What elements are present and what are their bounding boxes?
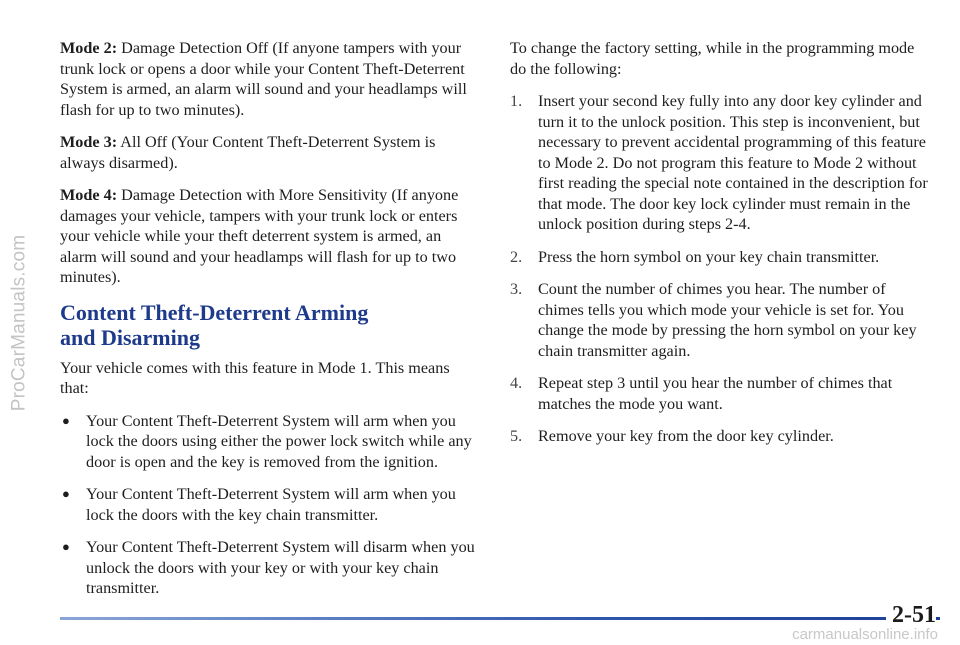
bullet-list xyxy=(60,411,480,599)
step-text: Remove your key from the door key cylinder. xyxy=(538,427,834,445)
step-text: Repeat step 3 until you hear the number of chimes that matches the mode you want. xyxy=(538,374,893,413)
footer-divider xyxy=(60,617,940,620)
mode-2-paragraph xyxy=(60,38,480,120)
step-text: Count the number of chimes you hear. The number of chimes tells you which mode your vehicle is set for. You change the mode by pressing the horn symbol on your key chain transmitter again. xyxy=(538,280,917,360)
mode-4-paragraph xyxy=(60,185,480,288)
list-item xyxy=(60,484,480,525)
step-item xyxy=(510,426,930,447)
mode-3-label: Mode 3: xyxy=(60,133,118,151)
mode-4-label: Mode 4: xyxy=(60,186,118,204)
section-heading-line-1: Content Theft-Deterrent Arming xyxy=(60,299,369,325)
programming-intro: To change the factory setting, while in the programming mode do the following: xyxy=(510,39,915,78)
mode-3-text: All Off (Your Content Theft-Deterrent System is always disarmed). xyxy=(60,133,436,172)
list-item xyxy=(60,411,480,473)
right-column xyxy=(510,38,930,459)
side-watermark-text: ProCarManuals.com xyxy=(8,234,30,411)
section-heading xyxy=(60,300,480,350)
section-heading-line-2: and Disarming xyxy=(60,324,200,350)
step-text: Insert your second key fully into any door key cylinder and turn it to the unlock position. This step is inconvenient, but necessary to prevent accidental programming of this feature to Mode 2. Do not program this feature to Mode 2 without first reading the special note contained in the description for that mode. The door key lock cylinder must remain in the unlock position during steps 2-4. xyxy=(538,92,928,233)
step-number: 3. xyxy=(510,280,523,298)
steps-list xyxy=(510,91,930,447)
step-number: 1. xyxy=(510,92,523,110)
bullet-icon: ● xyxy=(62,412,70,428)
bullet-icon: ● xyxy=(62,486,70,501)
step-text: Press the horn symbol on your key chain transmitter. xyxy=(538,247,880,266)
side-watermark xyxy=(4,0,34,645)
step-item xyxy=(510,279,930,361)
mode-3-paragraph xyxy=(60,132,480,173)
mode-2-label: Mode 2: xyxy=(60,39,118,57)
section-intro: Your vehicle comes with this feature in Mode 1. This means that: xyxy=(60,358,450,397)
bullet-text: Your Content Theft-Deterrent System will disarm when you unlock the doors with your key or with your key chain transmitter. xyxy=(86,538,475,597)
bullet-icon: ● xyxy=(62,539,70,554)
step-number: 4. xyxy=(510,374,523,392)
step-item xyxy=(510,91,930,235)
left-column xyxy=(60,38,480,611)
step-item xyxy=(510,247,930,268)
page-number: 2-51 xyxy=(886,602,936,629)
step-item xyxy=(510,373,930,414)
mode-2-text: Damage Detection Off (If anyone tampers with your trunk lock or opens a door while your Content Theft-Deterrent System is armed, an alarm will sound and your headlamps will flash for up to two minutes). xyxy=(60,39,467,119)
step-number: 5. xyxy=(510,427,523,445)
bullet-text: Your Content Theft-Deterrent System will arm when you lock the doors using either the power lock switch while any door is open and the key is removed from the ignition. xyxy=(86,411,472,471)
bullet-text: Your Content Theft-Deterrent System will arm when you lock the doors with the key chain transmitter. xyxy=(86,485,456,524)
mode-4-text: Damage Detection with More Sensitivity (If anyone damages your vehicle, tampers with your trunk lock or enters your vehicle while your theft deterrent system is armed, an alarm will sound and your headlamps will flash for up to two minutes). xyxy=(60,186,459,286)
list-item xyxy=(60,537,480,599)
step-number: 2. xyxy=(510,247,523,266)
footer-watermark: carmanualsonline.info xyxy=(792,626,938,643)
